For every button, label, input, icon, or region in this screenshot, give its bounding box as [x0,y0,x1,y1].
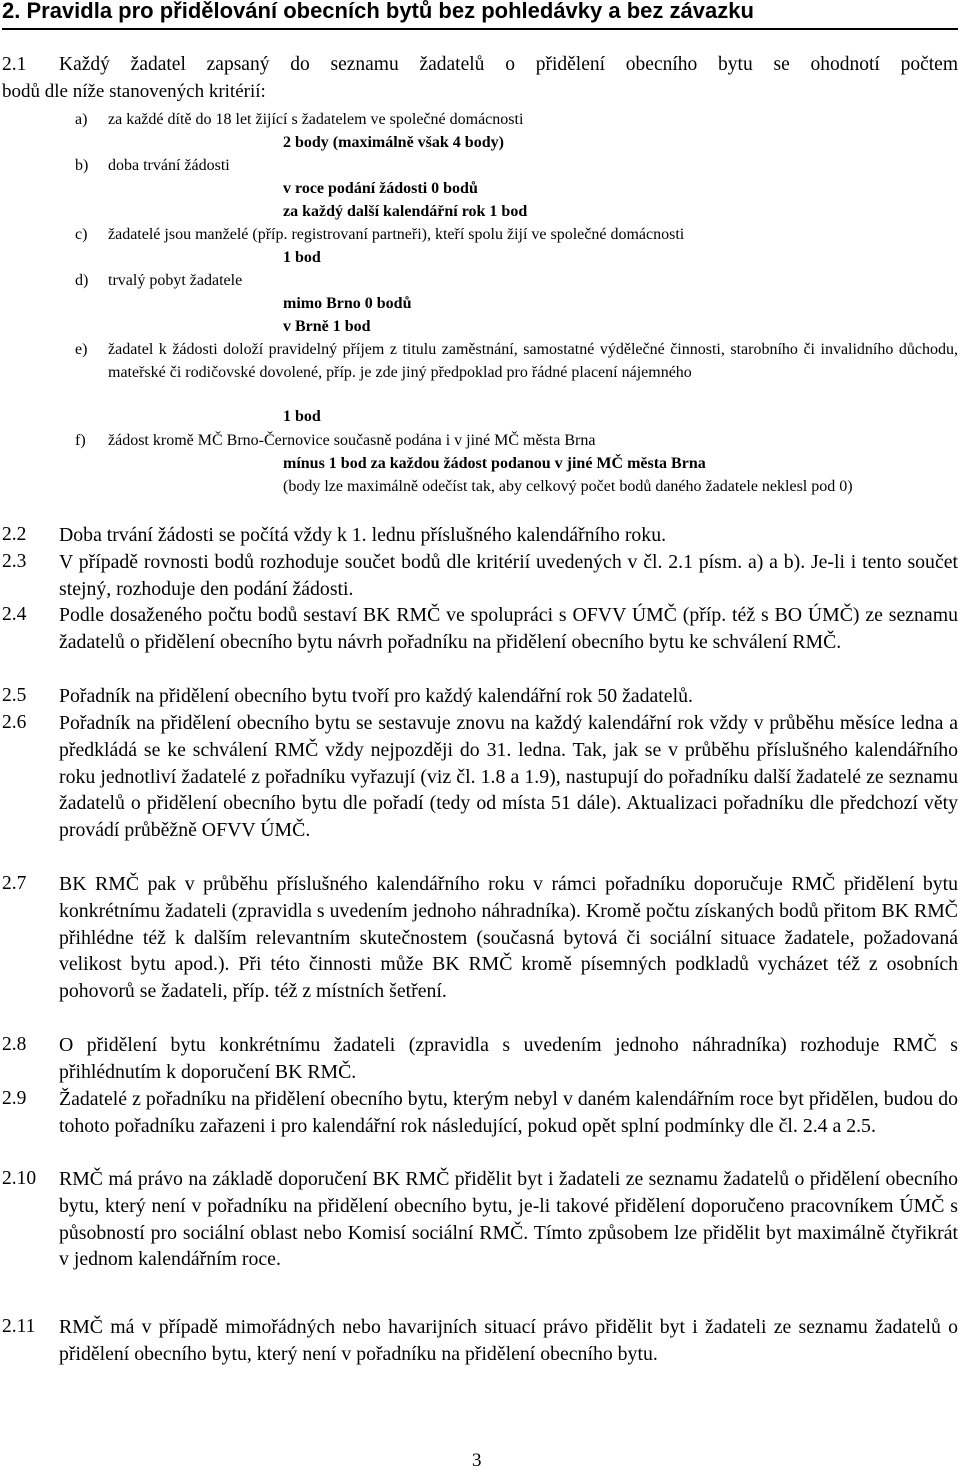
criterion-letter-d: d) [75,272,89,289]
criterion-a-value: 2 body (maximálně však 4 body) [283,134,504,151]
criterion-e-text: žadatel k žádosti doloží pravidelný příjem z titulu zaměstnání, samostatné výdělečné činnosti, starobního či invalidního důchodu, mateřské či rodičovské dovolené, příp. je zde jiný předpoklad pro řádné placení nájemného [108,341,958,381]
criterion-d-value-1: mimo Brno 0 bodů [283,295,412,312]
criterion-letter-c: c) [75,226,88,243]
section-2-11 [2,1314,958,1368]
section-text: Každý žadatel zapsaný do seznamu žadatelů o přidělení obecního bytu se ohodnotí počtem [59,54,958,75]
criterion-b-value-1: v roce podání žádosti 0 bodů [283,180,478,197]
section-text: BK RMČ pak v průběhu příslušného kalendářního roku v rámci pořadníku doporučuje RMČ přidělení bytu konkrétnímu žadateli (zpravidla s uvedením jednoho náhradníka). Kromě počtu získaných bodů přitom BK RMČ přihlédne též k dalším relevantním skutečnostem (současná bytová či sociální situace žadatele, požadovaná velikost bytu apod.). Při této činnosti může BK RMČ kromě písemných podkladů vycházet též z osobních pohovorů se žadateli, příp. též z místních šetření. [59,873,958,1003]
criterion-e-value: 1 bod [283,408,321,425]
criterion-f-note: (body lze maximálně odečíst tak, aby celkový počet bodů daného žadatele neklesl pod 0) [283,478,853,495]
section-text: RMČ má právo na základě doporučení BK RMČ přidělit byt i žadateli ze seznamu žadatelů o přidělení obecního bytu, který není v pořadníku na přidělení obecního bytu, je-li takové přidělení doporučeno pracovníkem ÚMČ s působností pro sociální oblast nebo Komisí sociální RMČ. Tímto způsobem lze přidělit byt maximálně čtyřikrát v jednom kalendářním roce. [59,1168,958,1271]
section-text: Žadatelé z pořadníku na přidělení obecního bytu, kterým nebyl v daném kalendářním roce byt přidělen, budou do tohoto pořadníku zařazeni i pro kalendářní rok následující, pokud opět splní podmínky dle čl. 2.4 a 2.5. [59,1088,958,1137]
section-text: O přidělení bytu konkrétnímu žadateli (zpravidla s uvedením jednoho náhradníka) rozhoduje RMČ s přihlédnutím k doporučení BK RMČ. [59,1034,958,1083]
section-2-3 [2,549,958,603]
criterion-letter-e: e) [75,341,88,358]
criterion-d-value-2: v Brně 1 bod [283,318,371,335]
section-number: 2.3 [2,551,27,572]
criterion-c-text: žadatelé jsou manželé (příp. registrovaní partneři), kteří spolu žijí ve společné domácnosti [108,226,685,243]
section-2-4 [2,602,958,656]
criterion-a-text: za každé dítě do 18 let žijící s žadatelem ve společné domácnosti [108,111,524,128]
criterion-letter-f: f) [75,432,86,449]
section-number: 2.9 [2,1088,27,1109]
section-2-6 [2,710,958,844]
section-2-1 [2,52,958,79]
criterion-f-text: žádost kromě MČ Brno-Černovice současně podána i v jiné MČ města Brna [108,432,596,449]
section-number: 2.2 [2,524,27,545]
criterion-f-value: mínus 1 bod za každou žádost podanou v jiné MČ města Brna [283,455,706,472]
section-text: Pořadník na přidělení obecního bytu se sestavuje znovu na každý kalendářní rok vždy v průběhu měsíce ledna a předkládá se ke schválení RMČ vždy nejpozději do 31. ledna. Tak, jak se v průběhu příslušného kalendářního roku jednotliví žadatelé z pořadníku vyřazují (viz čl. 1.8 a 1.9), nastupují do pořadníku další žadatelé ze seznamu žadatelů o přidělení obecního bytu dle pořadí (tedy od místa 51 dále). Aktualizaci pořadníku dle předchozí věty provádí průběžně OFVV ÚMČ. [59,712,958,842]
criterion-c-value: 1 bod [283,249,321,266]
section-2-1-cont [2,79,958,106]
section-2-5 [2,683,958,710]
section-number: 2.8 [2,1034,27,1055]
criterion-letter-a: a) [75,111,88,128]
section-text: bodů dle níže stanovených kritérií: [2,81,266,102]
section-2-8 [2,1032,958,1086]
section-text: Pořadník na přidělení obecního bytu tvoří pro každý kalendářní rok 50 žadatelů. [59,685,693,707]
criterion-b-value-2: za každý další kalendářní rok 1 bod [283,203,528,220]
criterion-b-text: doba trvání žádosti [108,157,230,174]
section-2-2 [2,522,958,549]
section-2-7 [2,871,958,1005]
section-number: 2.7 [2,873,27,894]
section-number: 2.10 [2,1168,37,1189]
section-number: 2.11 [2,1316,36,1337]
section-number: 2.4 [2,604,27,625]
section-2-10 [2,1166,958,1273]
section-number: 2.5 [2,685,27,706]
section-text: Doba trvání žádosti se počítá vždy k 1. lednu příslušného kalendářního roku. [59,524,667,546]
section-2-9 [2,1086,958,1140]
section-number: 2.1 [2,54,27,75]
section-number: 2.6 [2,712,27,733]
section-heading: 2. Pravidla pro přidělování obecních bytů bez pohledávky a bez závazku [2,0,958,30]
criterion-d-text: trvalý pobyt žadatele [108,272,243,289]
page-number: 3 [472,1450,482,1471]
section-text: V případě rovnosti bodů rozhoduje součet bodů dle kritérií uvedených v čl. 2.1 písm. a) a b). Je-li i tento součet stejný, rozhoduje den podání žádosti. [59,551,958,600]
section-text: RMČ má v případě mimořádných nebo havarijních situací právo přidělit byt i žadateli ze seznamu žadatelů o přidělení obecního bytu, který není v pořadníku na přidělení obecního bytu. [59,1316,958,1365]
section-text: Podle dosaženého počtu bodů sestaví BK RMČ ve spolupráci s OFVV ÚMČ (příp. též s BO ÚMČ) ze seznamu žadatelů o přidělení obecního bytu návrh pořadníku na přidělení obecního bytu ke schválení RMČ. [59,604,958,653]
criterion-letter-b: b) [75,157,89,174]
